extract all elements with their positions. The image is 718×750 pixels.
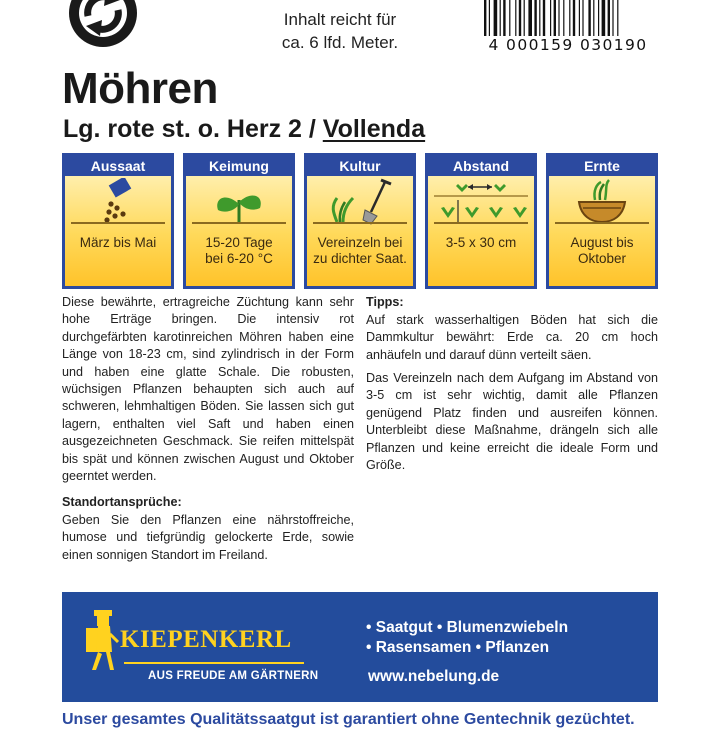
barcode-bar [484, 0, 486, 36]
barcode-bar [550, 0, 551, 36]
info-box-kultur [304, 153, 416, 289]
content-amount-note [252, 8, 428, 54]
variety-prefix: Lg. rote st. o. Herz 2 / [63, 115, 323, 143]
plant-and-spade-icon [307, 178, 413, 228]
barcode-bar [509, 0, 510, 36]
product-range-line-2: • Rasensamen • Pflanzen [366, 639, 550, 656]
info-box-abstand [425, 153, 537, 289]
barcode-bar [558, 0, 559, 36]
tips-paragraph-1: Auf stark wasserhaltigen Böden hat sich die Dammkultur bewährt: Erde ca. 20 cm hoch anhäufeln und darauf dünn verteilt säen. [366, 313, 658, 362]
location-text: Geben Sie den Pflanzen eine nährstoffreiche, humose und tiefgründig gelockerte Erde, sowie einen sonnigen Standort im Freiland. [62, 513, 354, 562]
barcode-bar [617, 0, 618, 36]
barcode-bar [500, 0, 501, 36]
product-title: Möhren [62, 64, 218, 113]
barcode-bar [598, 0, 599, 36]
barcode-bar [494, 0, 498, 36]
content-note-line-2: ca. 6 lfd. Meter. [281, 33, 399, 52]
barcode-bar [528, 0, 532, 36]
variety-line [63, 115, 425, 144]
recycling-logo-icon [66, 0, 140, 50]
info-box-text [188, 235, 290, 267]
gmo-free-note: Unser gesamtes Qualitätssaatgut ist garantiert ohne Gentechnik gezüchtet. [62, 711, 635, 728]
barcode-bar [534, 0, 536, 36]
barcode-bar [608, 0, 610, 36]
harvest-bowl-icon [549, 178, 655, 228]
info-box-text [309, 235, 411, 267]
info-text-line: bei 6-20 °C [205, 251, 273, 266]
barcode-bar [524, 0, 525, 36]
info-box-ernte [546, 153, 658, 289]
info-box-text [551, 235, 653, 267]
barcode-bar [539, 0, 540, 36]
brand-divider [124, 662, 304, 664]
info-text-line: August bis [570, 235, 634, 250]
website-link[interactable]: www.nebelung.de [368, 668, 500, 685]
barcode-bar [612, 0, 613, 36]
variety-name: Vollenda [322, 115, 426, 143]
peddler-figure-logo-icon [80, 608, 120, 674]
info-text-line: zu dichter Saat. [313, 251, 407, 266]
tips-paragraph-2: Das Vereinzeln nach dem Aufgang im Abstand von 3-5 cm ist sehr wichtig, damit alle Pflanzen genügend Platz finden und ausreifen können. Unterbleibt diese Maßnahme, drängeln sich alle Pflanzen und keine erreicht die ideale Form und Größe. [366, 371, 658, 473]
info-box-aussaat [62, 153, 174, 289]
barcode-bar [569, 0, 570, 36]
seedling-icon [186, 178, 292, 228]
info-text-line: 3-5 x 30 cm [445, 235, 517, 250]
barcode-bar [602, 0, 606, 36]
barcode-bar [543, 0, 545, 36]
info-text-line: Oktober [577, 251, 627, 266]
barcode-bar [593, 0, 594, 36]
plant-rows-spacing-icon [428, 178, 534, 228]
info-text-line: Vereinzeln bei [317, 235, 403, 250]
ground-line [434, 222, 528, 224]
seed-packet-icon [65, 178, 171, 228]
barcode-bar [503, 0, 505, 36]
info-box-text [430, 235, 532, 251]
content-note-line-1: Inhalt reicht für [283, 10, 397, 29]
ground-line [71, 222, 165, 224]
location-heading: Standortansprüche: [62, 495, 182, 509]
info-text-line: März bis Mai [79, 235, 157, 250]
ground-line [555, 222, 649, 224]
info-box-title: Ernte [549, 156, 655, 176]
info-box-title: Abstand [428, 156, 534, 176]
info-box-title: Aussaat [65, 156, 171, 176]
barcode-bar [579, 0, 580, 36]
barcode-bar [582, 0, 583, 36]
barcode-bar [554, 0, 556, 36]
info-box-keimung [183, 153, 295, 289]
barcode-bar [489, 0, 490, 36]
brand-slogan: AUS FREUDE AM GÄRTNERN [148, 670, 319, 682]
ground-line [192, 222, 286, 224]
brand-name: KIEPENKERL [120, 626, 292, 653]
product-description: Diese bewährte, ertragreiche Züchtung kann sehr hohe Erträge bringen. Die intensiv rot durchgefärbten karotinreichen Möhren haben eine Länge von 18-23 cm, sind zylindrisch in der Form und haben eine glatte Schale. Die robusten, wüchsigen Pflanzen behaupten sich auch auf schweren, lehmhaltigen Böden. Sie lassen sich gut lagern, enthalten viel Saft und haben einen ausgezeichneten Geschmack. Sie reifen mittelspät bis spät und können zwischen August und Oktober geerntet werden. [62, 295, 354, 484]
info-text-line: 15-20 Tage [205, 235, 273, 250]
brand-banner [62, 592, 658, 702]
barcode-bar [588, 0, 590, 36]
ground-line [313, 222, 407, 224]
barcode-number: 4 000159 030190 [488, 36, 648, 54]
barcode-bar [519, 0, 521, 36]
product-range-line-1: • Saatgut • Blumenzwiebeln [366, 619, 569, 636]
info-box-text [67, 235, 169, 251]
tips-heading: Tipps: [366, 295, 404, 309]
barcode-bar [563, 0, 564, 36]
barcode-bar [515, 0, 516, 36]
info-box-title: Keimung [186, 156, 292, 176]
barcode-bar [573, 0, 575, 36]
info-box-title: Kultur [307, 156, 413, 176]
